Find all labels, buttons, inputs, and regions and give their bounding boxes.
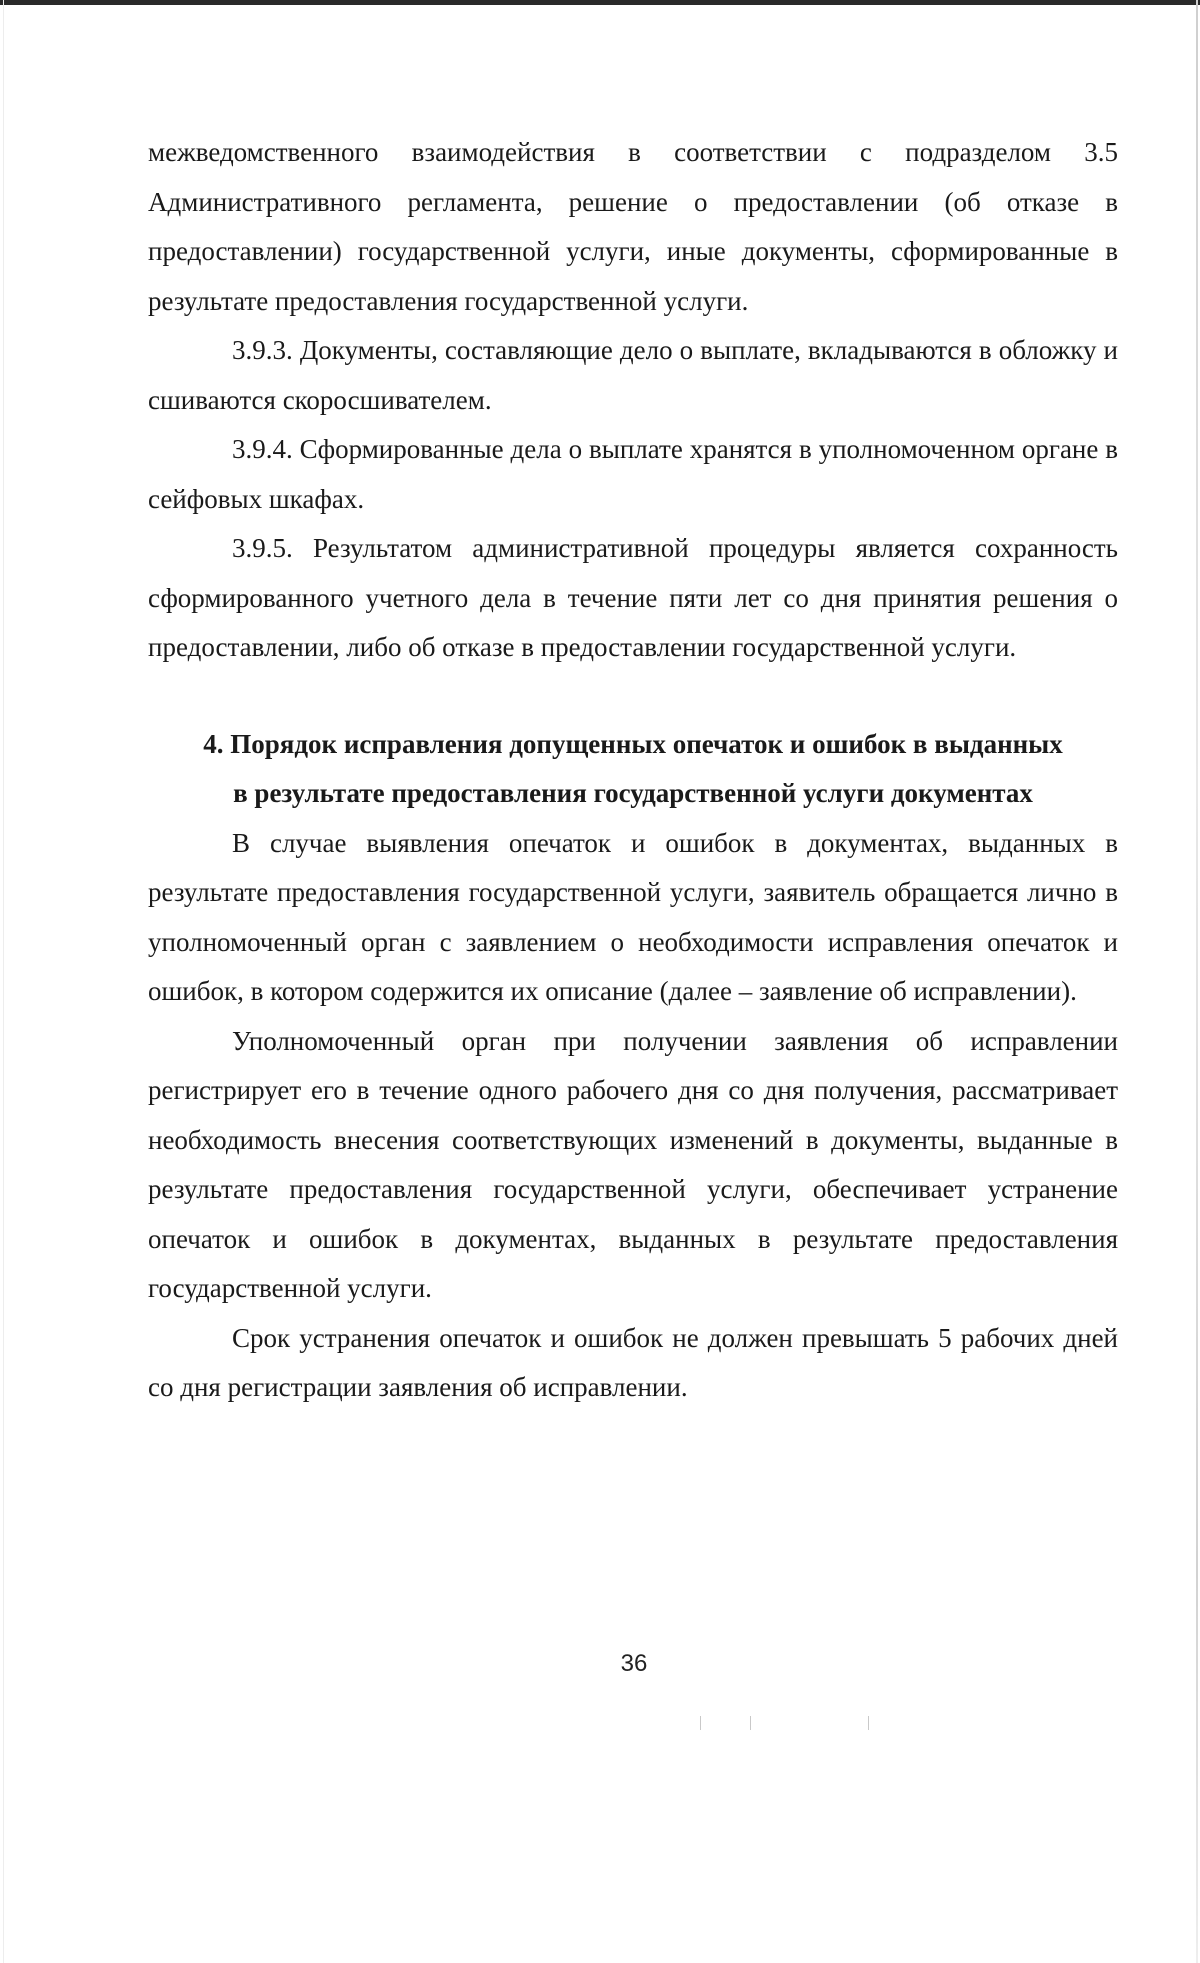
- scan-top-edge: [0, 0, 1200, 5]
- section-4-heading-line-2: в результате предоставления государственной услуги документах: [233, 778, 1033, 808]
- page-number: 36: [620, 1650, 648, 1677]
- paragraph-3-9-4: 3.9.4. Сформированные дела о выплате хранятся в уполномоченном органе в сейфовых шкафах.: [148, 434, 1118, 514]
- section-4-paragraph-3: Срок устранения опечаток и ошибок не должен превышать 5 рабочих дней со дня регистрации заявления об исправлении.: [148, 1322, 1118, 1402]
- paragraph-continuation: межведомственного взаимодействия в соответствии с подразделом 3.5 Административного регламента, решение о предоставлении (об отказе в предоставлении) государственной услуги, иные документы, сформированные в результате предоставления государственной услуги.: [148, 137, 1118, 316]
- paragraph-3-9-5: 3.9.5. Результатом административной процедуры является сохранность сформированного учетного дела в течение пяти лет со дня принятия решения о предоставлении, либо об отказе в предоставлении государственной услуги.: [148, 533, 1118, 662]
- scan-artifacts: [700, 1716, 880, 1732]
- paragraph-3-9-3: 3.9.3. Документы, составляющие дело о выплате, вкладываются в обложку и сшиваются скоросшивателем.: [148, 335, 1118, 415]
- document-page: [148, 128, 1118, 1413]
- section-4-paragraph-1: В случае выявления опечаток и ошибок в документах, выданных в результате предоставления государственной услуги, заявитель обращается лично в уполномоченный орган с заявлением о необходимости исправления опечаток и ошибок, в котором содержится их описание (далее – заявление об исправлении).: [148, 827, 1118, 1006]
- section-4-heading-line-1: 4. Порядок исправления допущенных опечаток и ошибок в выданных: [203, 728, 1063, 759]
- section-4-heading: [148, 720, 1118, 819]
- section-4-paragraph-2: Уполномоченный орган при получении заявления об исправлении регистрирует его в течение одного рабочего дня со дня получения, рассматривает необходимость внесения соответствующих изменений в документы, выданные в результате предоставления государственной услуги, обеспечивает устранение опечаток и ошибок в документах, выданных в результате предоставления государственной услуги.: [148, 1025, 1118, 1303]
